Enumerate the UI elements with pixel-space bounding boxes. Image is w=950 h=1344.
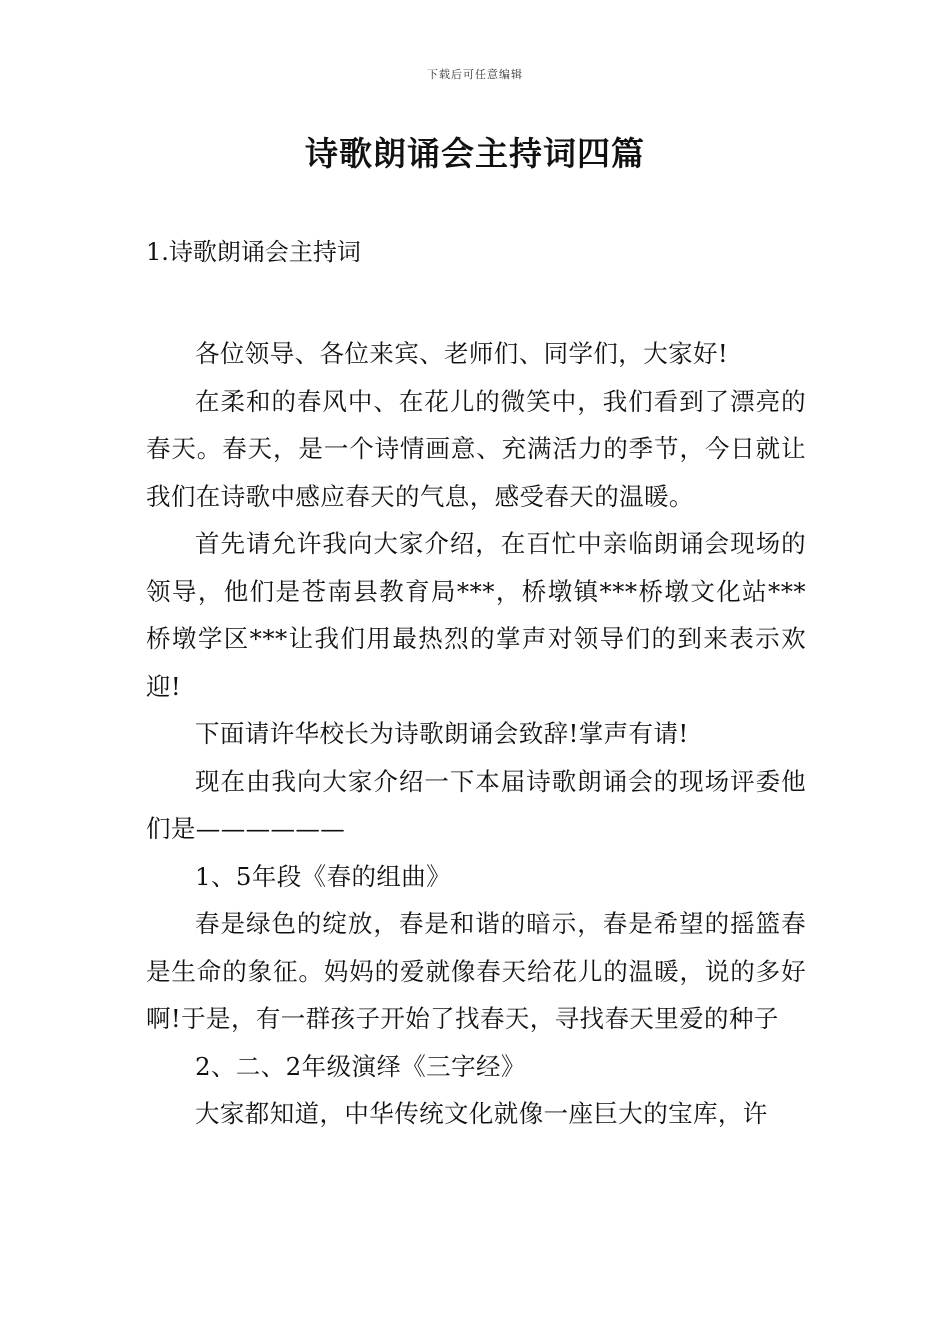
paragraph-spring-suite: 春是绿色的绽放，春是和谐的暗示，春是希望的摇篮春是生命的象征。妈妈的爱就像春天给花儿的温暖，说的多好啊!于是，有一群孩子开始了找春天，寻找春天里爱的种子 — [146, 909, 806, 1033]
paragraph-judges-intro: 现在由我向大家介绍一下本届诗歌朗诵会的现场评委他们是—————— — [146, 766, 806, 843]
paragraph-principal-speech: 下面请许华校长为诗歌朗诵会致辞!掌声有请! — [195, 719, 689, 748]
header-note: 下载后可任意编辑 — [427, 68, 523, 81]
document-title: 诗歌朗诵会主持词四篇 — [305, 134, 645, 173]
program-item-2: 2、二、2年级演绎《三字经》 — [195, 1051, 526, 1081]
section-heading: 1.诗歌朗诵会主持词 — [146, 238, 361, 266]
program-item-1: 1、5年段《春的组曲》 — [195, 861, 452, 891]
paragraph-spring-intro: 在柔和的春风中、在花儿的微笑中，我们看到了漂亮的春天。春天，是一个诗情画意、充满活力的季节，今日就让我们在诗歌中感应春天的气息，感受春天的温暖。 — [146, 386, 806, 511]
paragraph-greeting: 各位领导、各位来宾、老师们、同学们，大家好! — [195, 339, 729, 368]
paragraph-leaders-intro: 首先请允许我向大家介绍，在百忙中亲临朗诵会现场的领导，他们是苍南县教育局***，桥墩镇***桥墩文化站***桥墩学区***让我们用最热烈的掌声对领导们的到来表示欢迎! — [146, 529, 806, 701]
document-body — [146, 330, 806, 1138]
paragraph-traditional-culture: 大家都知道，中华传统文化就像一座巨大的宝库，许 — [195, 1099, 768, 1128]
